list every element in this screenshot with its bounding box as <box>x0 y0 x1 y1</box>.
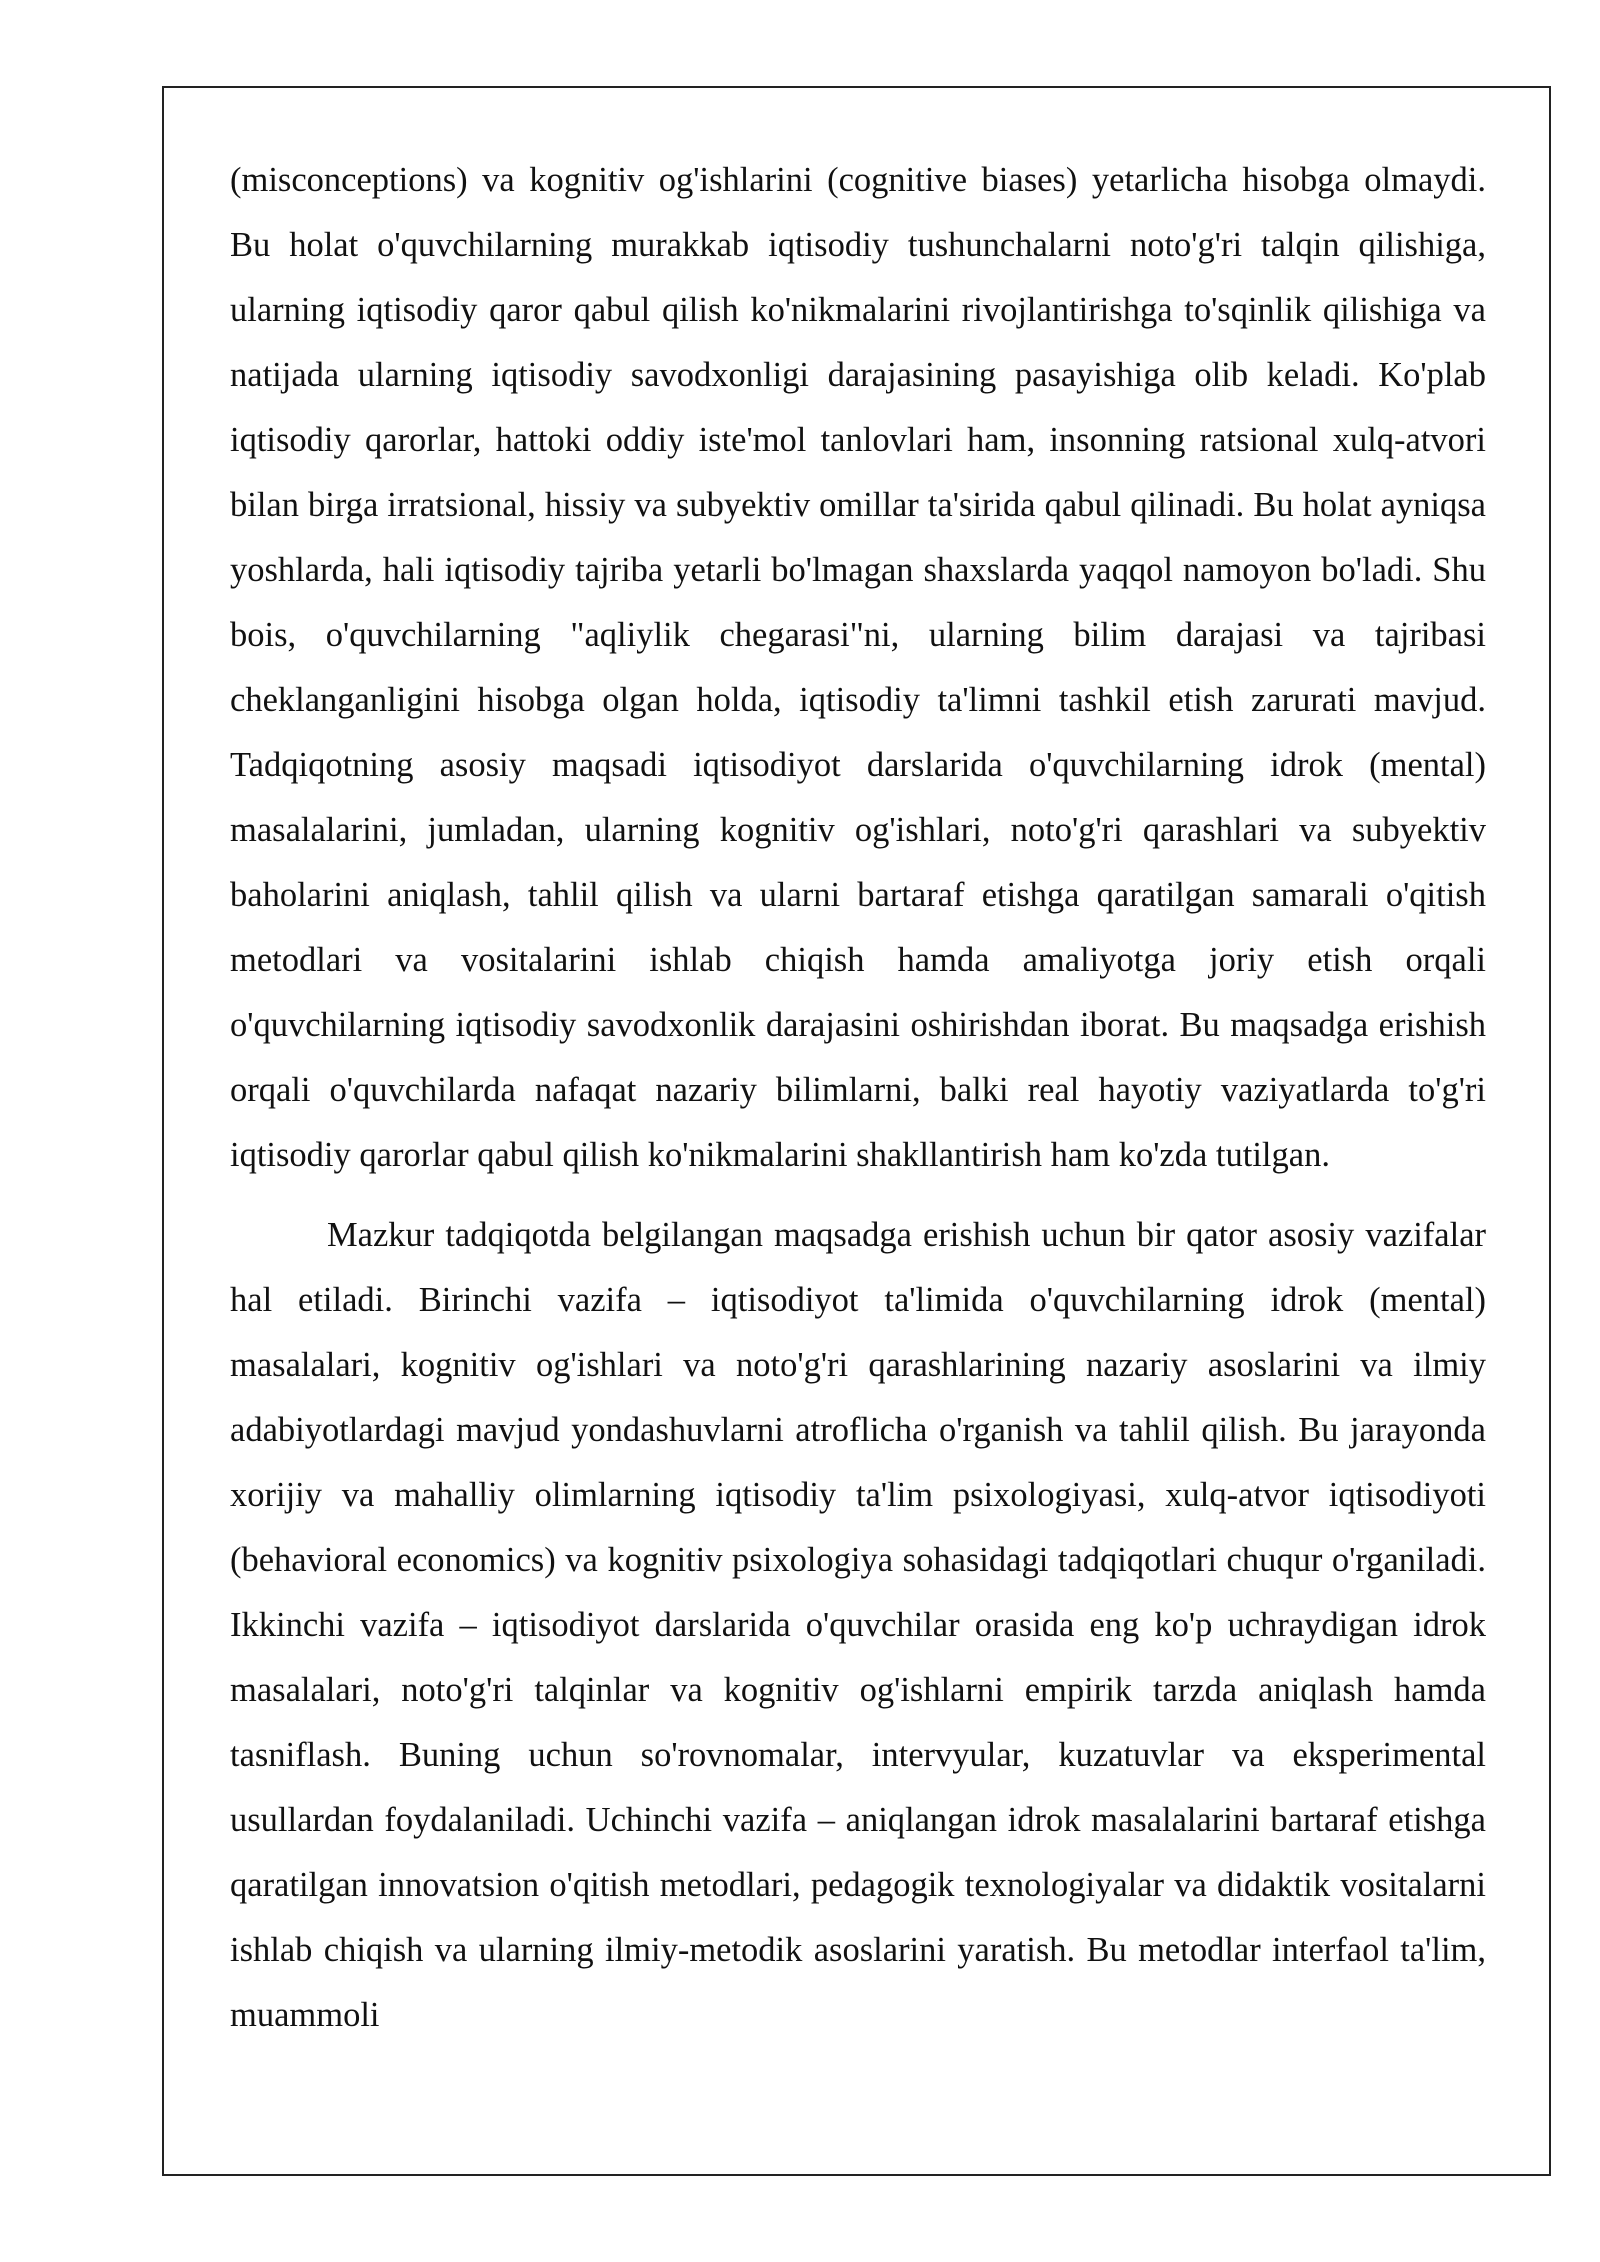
paragraph-2: Mazkur tadqiqotda belgilangan maqsadga erishish uchun bir qator asosiy vazifalar hal etiladi. Birinchi vazifa – iqtisodiyot ta'limida o'quvchilarning idrok (mental) masalalari, kognitiv og'ishlari va noto'g'ri qarashlarining nazariy asoslarini va ilmiy adabiyotlardagi mavjud yondashuvlarni atroflicha o'rganish va tahlil qilish. Bu jarayonda xorijiy va mahalliy olimlarning iqtisodiy ta'lim psixologiyasi, xulq-atvor iqtisodiyoti (behavioral economics) va kognitiv psixologiya sohasidagi tadqiqotlari chuqur o'rganiladi. Ikkinchi vazifa – iqtisodiyot darslarida o'quvchilar orasida eng ko'p uchraydigan idrok masalalari, noto'g'ri talqinlar va kognitiv og'ishlarni empirik tarzda aniqlash hamda tasniflash. Buning uchun so'rovnomalar, intervyular, kuzatuvlar va eksperimental usullardan foydalaniladi. Uchinchi vazifa – aniqlangan idrok masalalarini bartaraf etishga qaratilgan innovatsion o'qitish metodlari, pedagogik texnologiyalar va didaktik vositalarni ishlab chiqish va ularning ilmiy-metodik asoslarini yaratish. Bu metodlar interfaol ta'lim, muammoli <box>230 1216 1486 2034</box>
paragraph-1: (misconceptions) va kognitiv og'ishlarini (cognitive biases) yetarlicha hisobga olmaydi. Bu holat o'quvchilarning murakkab iqtisodiy tushunchalarni noto'g'ri talqin qilishiga, ularning iqtisodiy qaror qabul qilish ko'nikmalarini rivojlantirishga to'sqinlik qilishiga va natijada ularning iqtisodiy savodxonligi darajasining pasayishiga olib keladi. Ko'plab iqtisodiy qarorlar, hattoki oddiy iste'mol tanlovlari ham, insonning ratsional xulq-atvori bilan birga irratsional, hissiy va subyektiv omillar ta'sirida qabul qilinadi. Bu holat ayniqsa yoshlarda, hali iqtisodiy tajriba yetarli bo'lmagan shaxslarda yaqqol namoyon bo'ladi. Shu bois, o'quvchilarning "aqliylik chegarasi"ni, ularning bilim darajasi va tajribasi cheklanganligini hisobga olgan holda, iqtisodiy ta'limni tashkil etish zarurati mavjud. Tadqiqotning asosiy maqsadi iqtisodiyot darslarida o'quvchilarning idrok (mental) masalalarini, jumladan, ularning kognitiv og'ishlari, noto'g'ri qarashlari va subyektiv baholarini aniqlash, tahlil qilish va ularni bartaraf etishga qaratilgan samarali o'qitish metodlari va vositalarini ishlab chiqish hamda amaliyotga joriy etish orqali o'quvchilarning iqtisodiy savodxonlik darajasini oshirishdan iborat. Bu maqsadga erishish orqali o'quvchilarda nafaqat nazariy bilimlarni, balki real hayotiy vaziyatlarda to'g'ri iqtisodiy qarorlar qabul qilish ko'nikmalarini shakllantirish ham ko'zda tutilgan. <box>230 161 1486 1174</box>
body-text <box>230 148 1486 2048</box>
page-border <box>162 86 1551 2176</box>
